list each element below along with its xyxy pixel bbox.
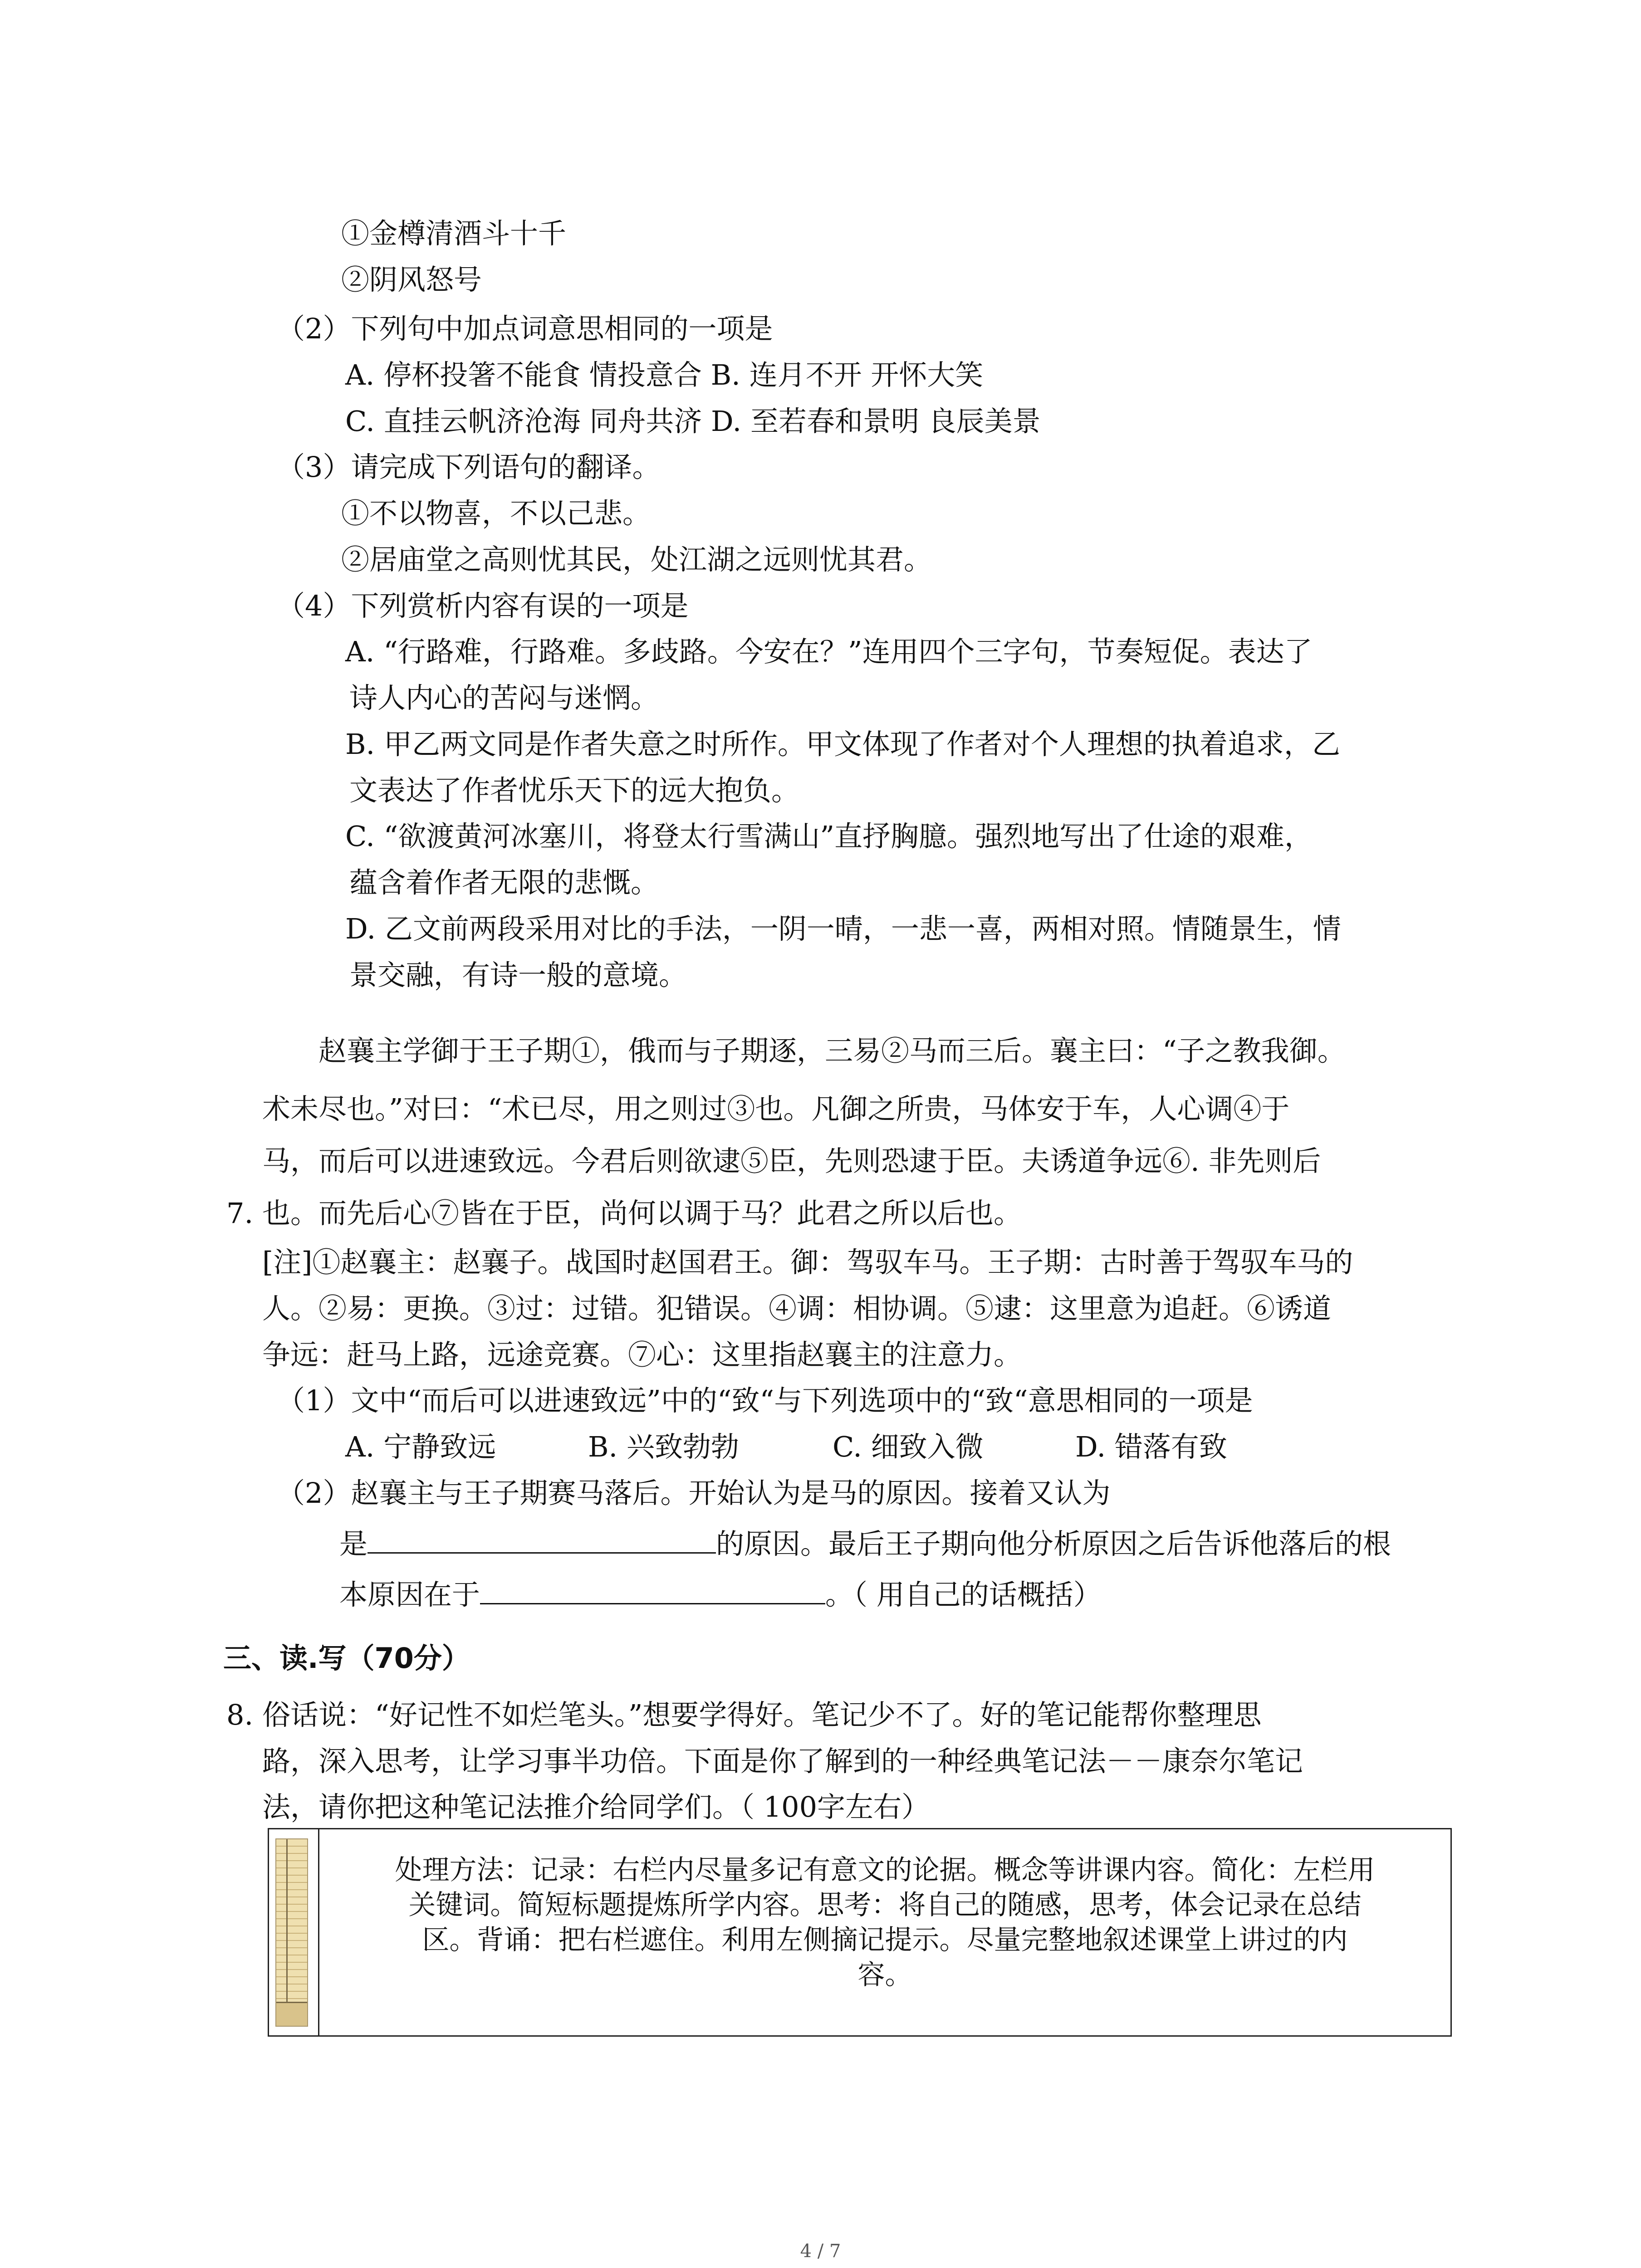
q7-number: 7. (226, 1197, 254, 1230)
page-number: 4 / 7 (800, 2241, 841, 2262)
q7-sub2-line3-after: 。（ 用自己的话概括） (825, 1578, 1102, 1611)
q7-sub1-prompt: （1）文中“而后可以进速致远”中的“致“与下列选项中的“致“意思相同的一项是 (277, 1384, 1253, 1417)
q7-sub1-option-d: D. 错落有致 (1075, 1430, 1227, 1463)
q6-sub2-options-row2: C. 直挂云帆济沧海 同舟共济 D. 至若春和景明 良辰美景 (345, 405, 1041, 438)
q7-sub2-line-3 (339, 1579, 1102, 1609)
q7-note-line-1: [注]①赵襄主：赵襄子。战国时赵国君王。御：驾驭车马。王子期：古时善于驾驭车马的 (262, 1246, 1353, 1279)
q7-sub2-line2-after: 的原因。最后王子期向他分析原因之后告诉他落后的根 (716, 1527, 1391, 1560)
q6-sub4-option-d-cont: 景交融，有诗一般的意境。 (349, 958, 687, 992)
cornell-method-text (319, 1829, 1450, 2035)
q7-sub1-option-b: B. 兴致勃勃 (588, 1430, 739, 1463)
cornell-method-line-3: 区。背诵：把右栏遮住。利用左侧摘记提示。尽量完整地叙述课堂上讲过的内 (422, 1924, 1348, 1956)
q8-prompt-line-2: 路，深入思考，让学习事半功倍。下面是你了解到的一种经典笔记法－－康奈尔笔记 (262, 1745, 1303, 1778)
fill-item-1: ①金樽清酒斗十千 (341, 217, 567, 250)
q7-passage-line-2: 术未尽也。”对曰：“术已尽，用之则过③也。凡御之所贵，马体安于车，人心调④于 (262, 1092, 1290, 1125)
q7-sub1-option-a: A. 宁静致远 (345, 1430, 496, 1463)
q6-sub4-option-b-cont: 文表达了作者忧乐天下的远大抱负。 (349, 774, 800, 807)
q7-passage-line-1: 赵襄主学御于王子期①，俄而与子期逐，三易②马而三后。襄主曰：“子之教我御。 (318, 1034, 1346, 1067)
cornell-notebook-image (275, 1838, 308, 2027)
q7-sub2-line-2 (339, 1528, 1391, 1559)
cornell-method-line-4: 容。 (857, 1959, 912, 1991)
q6-sub4-option-b: B. 甲乙两文同是作者失意之时所作。甲文体现了作者对个人理想的执着追求，乙 (345, 728, 1340, 761)
summary-area (276, 2002, 307, 2026)
q6-sub3-prompt: （3）请完成下列语句的翻译。 (277, 450, 661, 484)
q7-sub2-prompt: （2）赵襄主与王子期赛马落后。开始认为是马的原因。接着又认为 (277, 1476, 1111, 1510)
q7-passage-line-3: 马，而后可以进速致远。今君后则欲逮⑤臣，先则恐逮于臣。夫诱道争远⑥. 非先则后 (262, 1144, 1321, 1178)
q7-note-line-2: 人。②易：更换。③过：过错。犯错误。④调：相协调。⑤逮：这里意为追赶。⑥诱道 (262, 1292, 1332, 1325)
q7-sub1-option-c: C. 细致入微 (833, 1430, 984, 1463)
q6-sub2-prompt: （2）下列句中加点词意思相同的一项是 (277, 312, 773, 345)
cornell-image-cell (269, 1829, 319, 2035)
fill-item-2: ②阴风怒号 (341, 263, 482, 296)
q6-sub2-options-row1: A. 停杯投箸不能食 情投意合 B. 连月不开 开怀大笑 (345, 358, 984, 391)
q6-sub3-item-1: ①不以物喜，不以己悲。 (341, 497, 651, 530)
section-heading: 三、读.写（70分） (223, 1642, 470, 1675)
q6-sub3-item-2: ②居庙堂之高则忧其民，处江湖之远则忧其君。 (341, 543, 932, 576)
cornell-method-line-1: 处理方法：记录：右栏内尽量多记有意文的论据。概念等讲课内容。简化：左栏用 (395, 1854, 1375, 1886)
q6-sub4-option-d: D. 乙文前两段采用对比的手法，一阴一晴，一悲一喜，两相对照。情随景生，情 (345, 912, 1341, 945)
answer-blank-1 (367, 1528, 716, 1554)
q8-number: 8. (226, 1698, 254, 1731)
cue-column-divider (286, 1839, 288, 2003)
cornell-method-line-2: 关键词。简短标题提炼所学内容。思考：将自己的随感，思考，体会记录在总结 (408, 1889, 1362, 1921)
q6-sub4-option-a-cont: 诗人内心的苦闷与迷惘。 (349, 681, 659, 714)
q8-prompt-line-3: 法，请你把这种笔记法推介给同学们。（ 100字左右） (262, 1790, 930, 1823)
cornell-method-box (268, 1828, 1452, 2037)
q7-passage-line-4: 也。而先后心⑦皆在于臣，尚何以调于马？此君之所以后也。 (262, 1197, 1022, 1230)
q7-sub2-line2-before: 是 (339, 1527, 368, 1560)
q6-sub4-option-c: C. “欲渡黄河冰塞川，将登太行雪满山”直抒胸臆。强烈地写出了仕途的艰难， (345, 820, 1313, 853)
q8-prompt-line-1: 俗话说：“好记性不如烂笔头。”想要学得好。笔记少不了。好的笔记能帮你整理思 (262, 1698, 1262, 1731)
q7-note-line-3: 争远：赶马上路，远途竞赛。⑦心：这里指赵襄主的注意力。 (262, 1338, 1022, 1371)
q6-sub4-option-a: A. “行路难，行路难。多歧路。今安在？”连用四个三字句，节奏短促。表达了 (345, 635, 1313, 668)
q7-sub2-line3-before: 本原因在于 (339, 1578, 480, 1611)
q6-sub4-prompt: （4）下列赏析内容有误的一项是 (277, 589, 689, 622)
q6-sub4-option-c-cont: 蕴含着作者无限的悲慨。 (349, 866, 659, 899)
answer-blank-2 (480, 1579, 825, 1604)
